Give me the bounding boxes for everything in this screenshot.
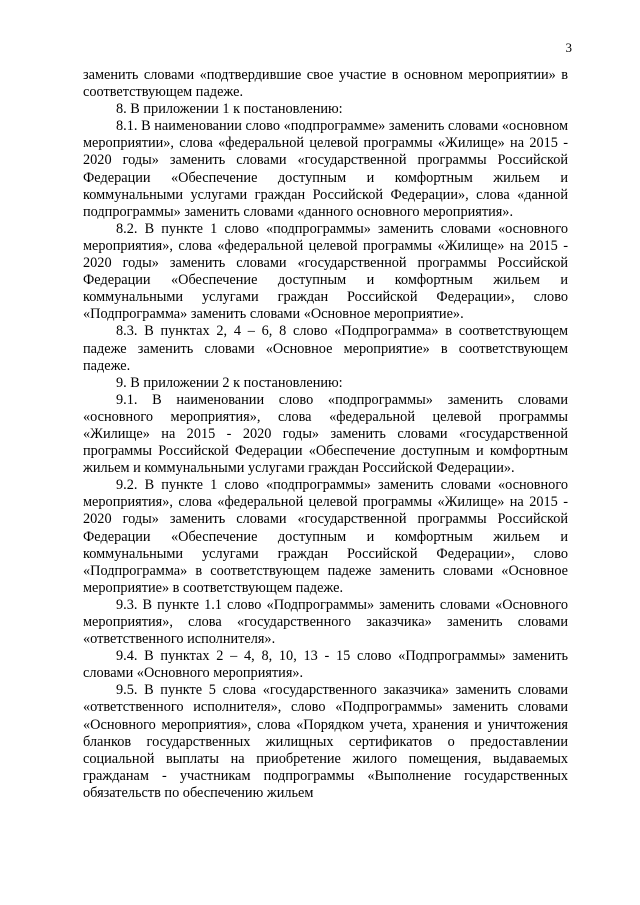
paragraph-continuation: заменить словами «подтвердившие свое участие в основном мероприятии» в соответствующем падеже. (83, 67, 568, 101)
document-body (83, 67, 568, 802)
paragraph-item-9-1: 9.1. В наименовании слово «подпрограммы» заменить словами «основного мероприятия», слова «федеральной целевой программы «Жилище» на 2015 - 2020 годы» заменить словами «государственной программы Российской Федерации «Обеспечение доступным и комфортным жильем и коммунальными услугами граждан Российской Федерации». (83, 391, 568, 477)
paragraph-item-8: 8. В приложении 1 к постановлению: (116, 101, 343, 118)
paragraph-item-9-5: 9.5. В пункте 5 слова «государственного заказчика» заменить словами «ответственного исполнителя», слово «Подпрограммы» заменить словами «Основного мероприятия», слова «Порядком учета, хранения и уничтожения бланков государственных жилищных сертификатов о предоставлении социальной выплаты на приобретение жилого помещения, выдаваемых гражданам - участникам подпрограммы «Выполнение государственных обязательств по обеспечению жильем (83, 682, 568, 801)
paragraph-item-9-3: 9.3. В пункте 1.1 слово «Подпрограммы» заменить словами «Основного мероприятия», слова «государственного заказчика» заменить словами «ответственного исполнителя». (83, 596, 568, 648)
page-number: 3 (565, 40, 572, 55)
paragraph-item-8-1: 8.1. В наименовании слово «подпрограмме» заменить словами «основном мероприятии», слова «федеральной целевой программы «Жилище» на 2015 - 2020 годы» заменить словами «государственной программы Российской Федерации «Обеспечение доступным и комфортным жильем и коммунальными услугами граждан Российской Федерации», слова «данной подпрограммы» заменить словами «данного основного мероприятия». (83, 118, 568, 220)
paragraph-item-8-3: 8.3. В пунктах 2, 4 – 6, 8 слово «Подпрограмма» в соответствующем падеже заменить словами «Основное мероприятие» в соответствующем падеже. (83, 323, 568, 374)
paragraph-item-9-4: 9.4. В пунктах 2 – 4, 8, 10, 13 - 15 слово «Подпрограммы» заменить словами «Основного мероприятия». (83, 648, 568, 682)
paragraph-item-9: 9. В приложении 2 к постановлению: (116, 374, 343, 391)
paragraph-item-9-2: 9.2. В пункте 1 слово «подпрограммы» заменить словами «основного мероприятия», слова «федеральной целевой программы «Жилище» на 2015 - 2020 годы» заменить словами «государственной программы Российской Федерации «Обеспечение доступным и комфортным жильем и коммунальными услугами граждан Российской Федерации», слово «Подпрограмма» в соответствующем падеже заменить словами «Основное мероприятие» в соответствующем падеже. (83, 477, 568, 596)
paragraph-item-8-2: 8.2. В пункте 1 слово «подпрограммы» заменить словами «основного мероприятия», слова «федеральной целевой программы «Жилище» на 2015 - 2020 годы» заменить словами «государственной программы Российской Федерации «Обеспечение доступным и комфортным жильем и коммунальными услугами граждан Российской Федерации», слово «Подпрограмма» заменить словами «Основное мероприятие». (83, 220, 568, 323)
